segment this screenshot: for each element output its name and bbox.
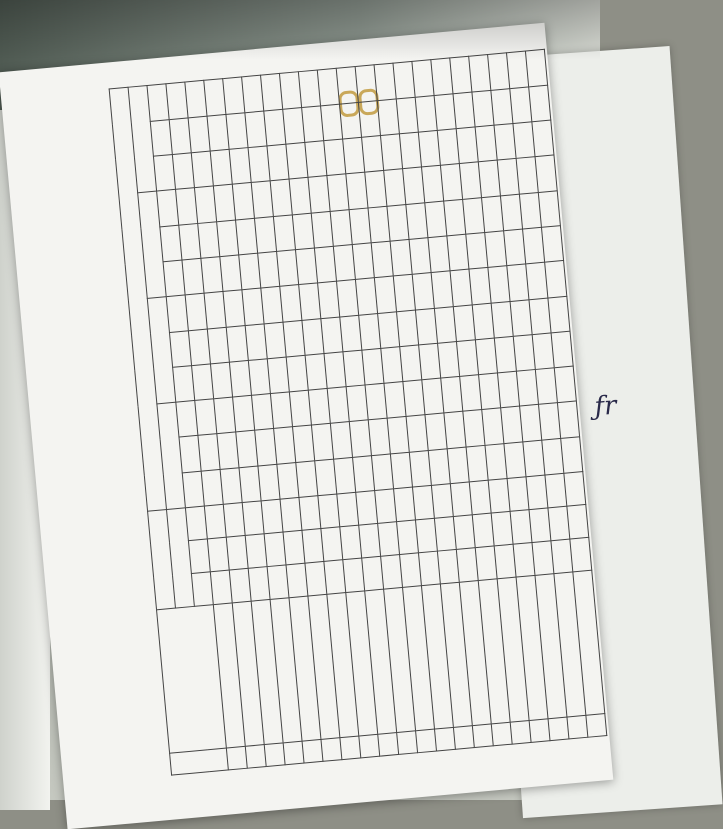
price-cell (564, 472, 586, 507)
price-list-page (0, 23, 613, 829)
row-number (529, 719, 550, 743)
row-number (453, 726, 474, 750)
price-cell (535, 155, 557, 192)
price-cell (567, 505, 589, 540)
row-number (283, 741, 304, 765)
row-number (510, 720, 531, 744)
row-number (548, 717, 569, 741)
row-number (472, 724, 493, 748)
price-cell (570, 538, 592, 573)
row-number (586, 714, 607, 738)
price-cell (532, 120, 554, 157)
signature-mark: ƒr (593, 390, 618, 423)
document-content (46, 42, 578, 782)
price-cell (557, 401, 579, 438)
row-number (245, 745, 266, 769)
price-cell (538, 190, 560, 227)
price-cell (545, 261, 567, 298)
row-number (416, 729, 437, 753)
row-number (340, 736, 361, 760)
document-fiscal-year (47, 94, 110, 781)
row-number (567, 715, 588, 739)
price-cell (529, 85, 551, 122)
row-number (226, 746, 247, 770)
price-cell (548, 296, 570, 333)
row-number (264, 743, 285, 767)
row-number (491, 722, 512, 746)
row-number (378, 732, 399, 756)
price-table-body (166, 49, 607, 770)
row-number (434, 727, 455, 751)
price-table (109, 49, 608, 776)
price-cell (541, 226, 563, 263)
price-cell (561, 437, 583, 474)
row-number (397, 731, 418, 755)
row-number (321, 738, 342, 762)
row-number (359, 734, 380, 758)
document-department (47, 94, 110, 781)
background-sheet-header (571, 179, 631, 183)
price-cell (551, 331, 573, 368)
document-title (47, 94, 110, 781)
row-number (302, 739, 323, 763)
top-shadow (0, 0, 600, 60)
price-cell (554, 366, 576, 403)
